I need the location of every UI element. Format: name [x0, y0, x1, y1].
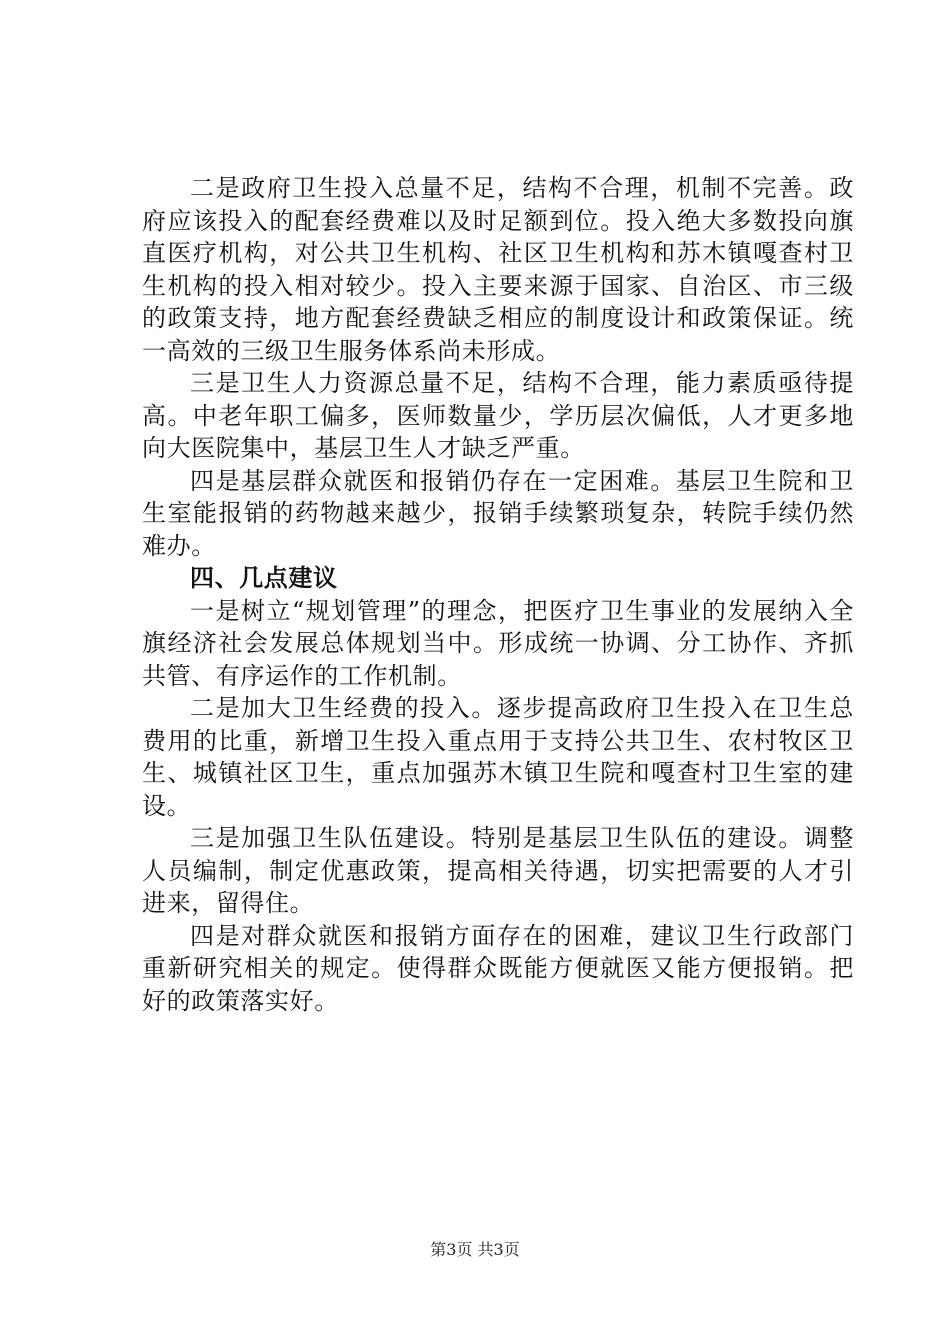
paragraph-suggestion-funding: 二是加大卫生经费的投入。逐步提高政府卫生投入在卫生总费用的比重，新增卫生投入重点用于支持公共卫生、农村牧区卫生、城镇社区卫生，重点加强苏木镇卫生院和嘎查村卫生室的建设。 — [142, 694, 854, 820]
paragraph-human-resources-problem: 三是卫生人力资源总量不足，结构不合理，能力素质亟待提高。中老年职工偏多，医师数量少，学历层次偏低，人才更多地向大医院集中，基层卫生人才缺乏严重。 — [142, 369, 854, 462]
paragraph-reimbursement-problem: 四是基层群众就医和报销仍存在一定困难。基层卫生院和卫生室能报销的药物越来越少，报销手续繁琐复杂，转院手续仍然难办。 — [142, 466, 854, 560]
section-heading-suggestions: 四、几点建议 — [190, 564, 338, 592]
paragraph-suggestion-reimbursement: 四是对群众就医和报销方面存在的困难，建议卫生行政部门重新研究相关的规定。使得群众既能方便就医又能方便报销。把好的政策落实好。 — [142, 921, 854, 1015]
page-number-footer: 第3页 共3页 — [430, 1240, 520, 1259]
paragraph-suggestion-planning: 一是树立“规划管理”的理念，把医疗卫生事业的发展纳入全旗经济社会发展总体规划当中。形成统一协调、分工协作、齐抓共管、有序运作的工作机制。 — [142, 596, 854, 690]
paragraph-suggestion-staff: 三是加强卫生队伍建设。特别是基层卫生队伍的建设。调整人员编制，制定优惠政策，提高相关待遇，切实把需要的人才引进来，留得住。 — [142, 824, 854, 917]
paragraph-funding-problem: 二是政府卫生投入总量不足，结构不合理，机制不完善。政府应该投入的配套经费难以及时足额到位。投入绝大多数投向旗直医疗机构，对公共卫生机构、社区卫生机构和苏木镇嘎查村卫生机构的投入相对较少。投入主要来源于国家、自治区、市三级的政策支持，地方配套经费缺乏相应的制度设计和政策保证。统一高效的三级卫生服务体系尚未形成。 — [142, 174, 854, 365]
document-body — [142, 172, 854, 1017]
